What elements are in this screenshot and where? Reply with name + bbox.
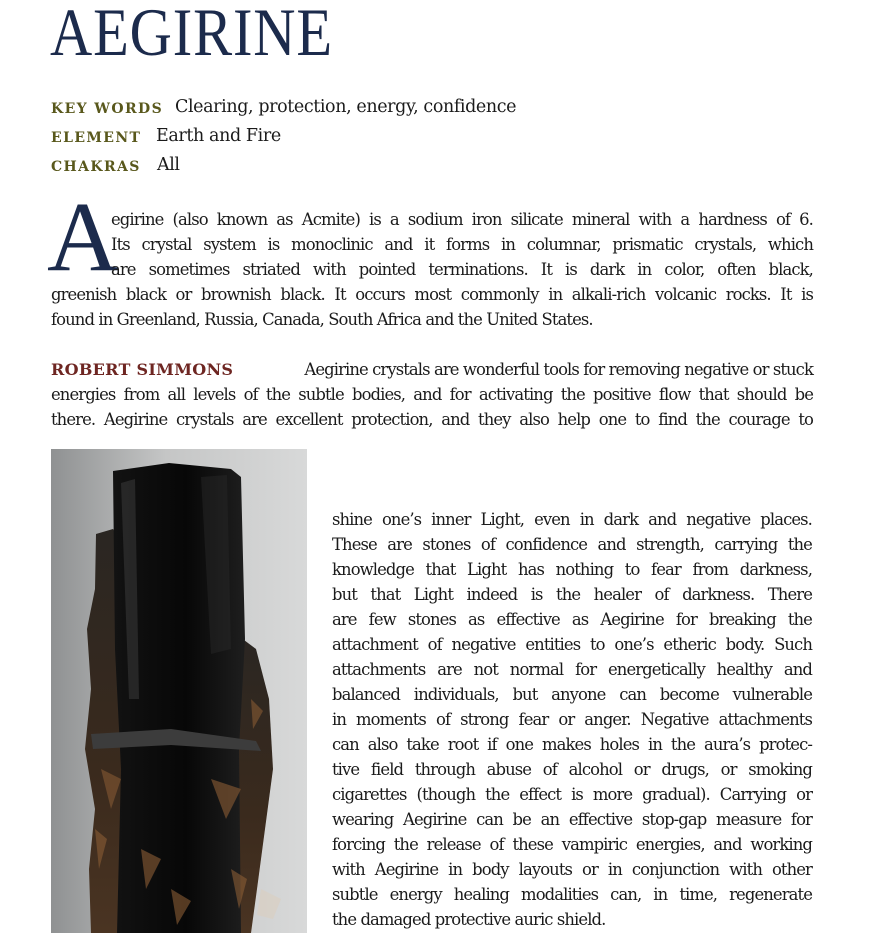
column-line: balanced individuals, but anyone can become vulnerable bbox=[332, 685, 812, 704]
commentary-column bbox=[332, 507, 812, 932]
column-line: the damaged protective auric shield. bbox=[332, 910, 606, 929]
author-name: ROBERT SIMMONS bbox=[51, 360, 234, 379]
drop-cap: A bbox=[47, 181, 120, 292]
column-line: but that Light indeed is the healer of darkness. There bbox=[332, 585, 812, 604]
commentary-line: energies from all levels of the subtle bodies, and for activating the positive flow that should be bbox=[51, 385, 813, 404]
commentary-paragraph bbox=[51, 357, 813, 432]
intro-line: egirine (also known as Acmite) is a sodium iron silicate mineral with a hardness of 6. bbox=[111, 210, 813, 229]
key-words-row bbox=[51, 96, 521, 120]
column-line: are few stones as effective as Aegirine for breaking the bbox=[332, 610, 812, 629]
column-line: in moments of strong fear or anger. Negative attachments bbox=[332, 710, 812, 729]
chakras-label: CHAKRAS bbox=[51, 159, 141, 175]
commentary-line: there. Aegirine crystals are excellent protection, and they also help one to find the courage to bbox=[51, 410, 813, 429]
commentary-line: Aegirine crystals are wonderful tools for removing negative or stuck bbox=[304, 360, 813, 379]
element-row bbox=[51, 125, 311, 149]
intro-line: Its crystal system is monoclinic and it forms in columnar, prismatic crystals, which bbox=[111, 235, 813, 254]
column-line: attachment of negative entities to one’s etheric body. Such bbox=[332, 635, 812, 654]
chakras-value: All bbox=[157, 155, 180, 175]
key-words-value: Clearing, protection, energy, confidence bbox=[175, 97, 517, 117]
intro-line: greenish black or brownish black. It occurs most commonly in alkali-rich volcanic rocks. It is bbox=[51, 285, 813, 304]
column-line: subtle energy healing modalities can, in time, regenerate bbox=[332, 885, 812, 904]
page-title: AEGIRINE bbox=[50, 0, 333, 70]
chakras-row bbox=[51, 154, 211, 178]
column-line: with Aegirine in body layouts or in conjunction with other bbox=[332, 860, 812, 879]
column-line: cigarettes (though the effect is more gradual). Carrying or bbox=[332, 785, 812, 804]
column-line: can also take root if one makes holes in the aura’s protec- bbox=[332, 735, 812, 754]
intro-line: found in Greenland, Russia, Canada, South Africa and the United States. bbox=[51, 310, 593, 329]
column-line: shine one’s inner Light, even in dark and negative places. bbox=[332, 510, 812, 529]
key-words-label: KEY WORDS bbox=[51, 101, 164, 117]
aegirine-crystal-photo bbox=[51, 449, 307, 933]
element-value: Earth and Fire bbox=[156, 126, 281, 146]
column-line: attachments are not normal for energetically healthy and bbox=[332, 660, 812, 679]
intro-line: are sometimes striated with pointed terminations. It is dark in color, often black, bbox=[111, 260, 813, 279]
column-line: knowledge that Light has nothing to fear from darkness, bbox=[332, 560, 812, 579]
element-label: ELEMENT bbox=[51, 130, 142, 146]
column-line: tive field through abuse of alcohol or drugs, or smoking bbox=[332, 760, 812, 779]
column-line: These are stones of confidence and strength, carrying the bbox=[332, 535, 812, 554]
commentary-first-line bbox=[51, 357, 813, 382]
intro-paragraph bbox=[51, 207, 813, 332]
column-line: wearing Aegirine can be an effective stop-gap measure for bbox=[332, 810, 812, 829]
column-line: forcing the release of these vampiric energies, and working bbox=[332, 835, 812, 854]
